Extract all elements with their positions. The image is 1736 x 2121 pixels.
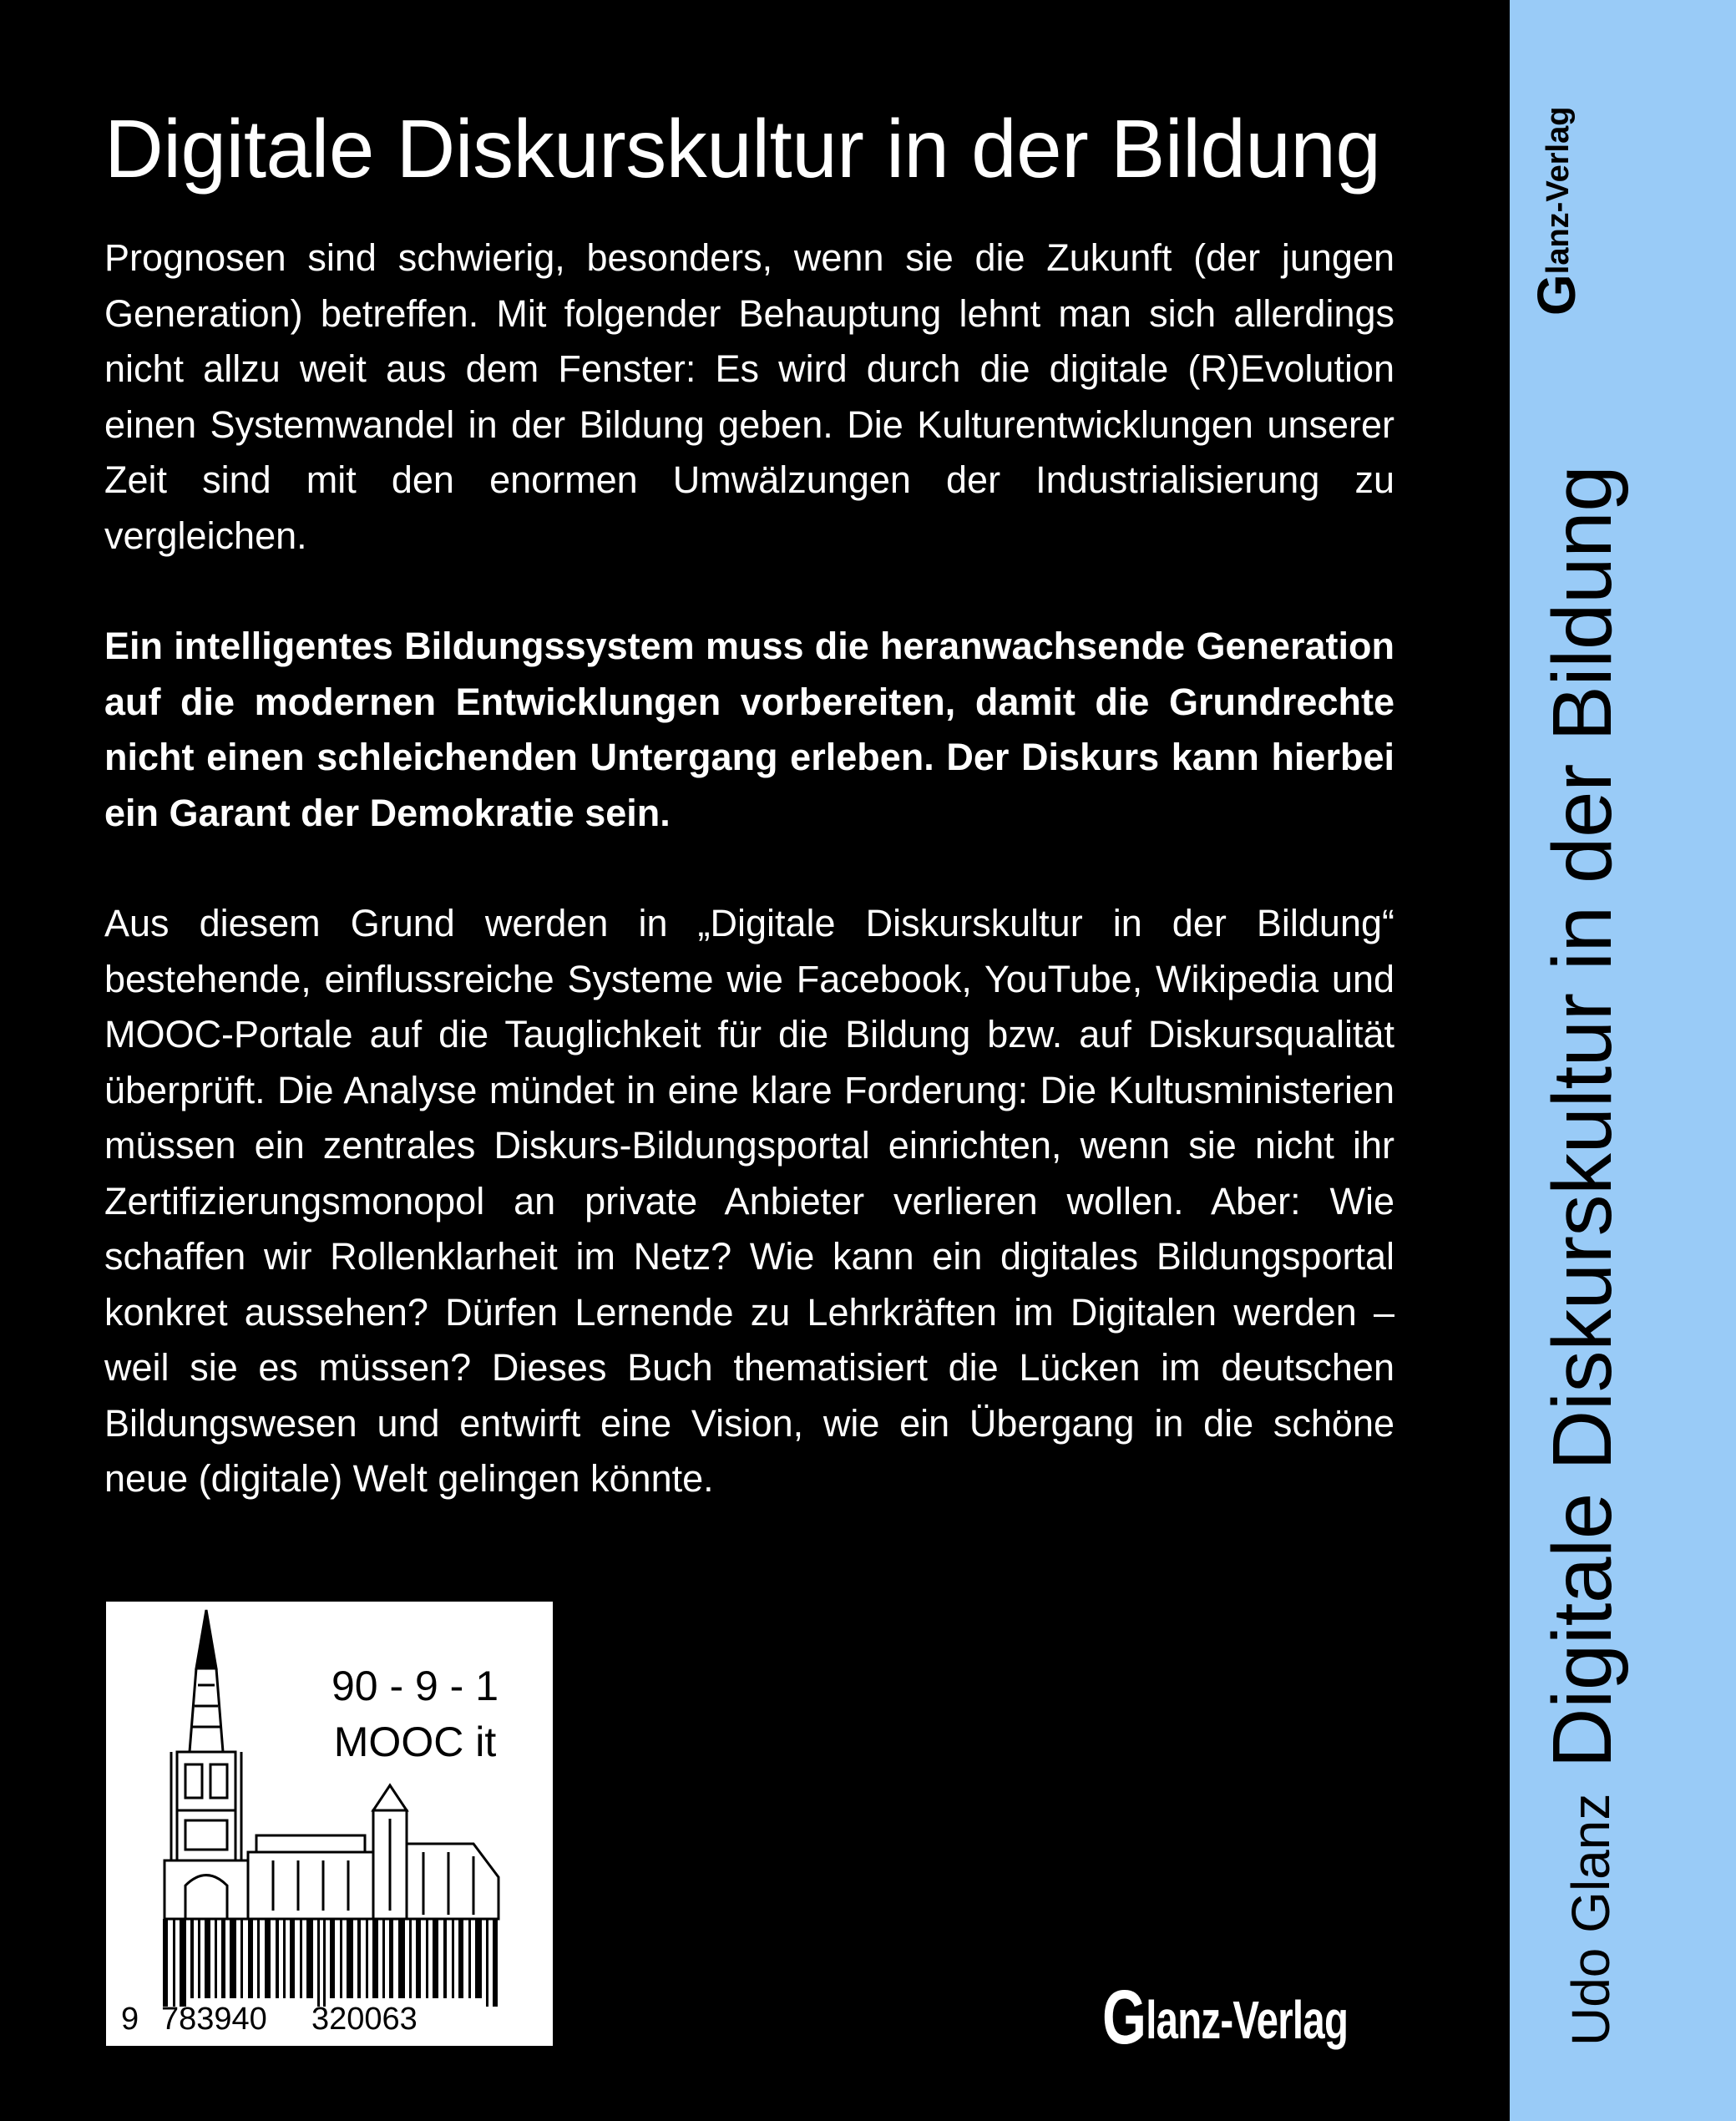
spine-text [1532, 465, 1716, 2046]
isbn-group-2: 320063 [311, 2002, 418, 2037]
motto-line-1: 90 - 9 - 1 [331, 1663, 499, 1709]
book-title: Digitale Diskurskultur in der Bildung [104, 103, 1381, 195]
blurb-paragraph-1: Prognosen sind schwierig, besonders, wenn sie die Zukunft (der jungen Generation) betreffen. Mit folgender Behauptung lehnt man sich allerdings nicht allzu weit aus dem Fenster: Es wird durch die digitale (R)Evolution einen Systemwandel in der Bildung geben. Die Kulturentwicklungen unserer Zeit sind mit den enormen Umwälzungen der Industrialisierung zu vergleichen. [104, 236, 1394, 557]
blurb-paragraph-3: Aus diesem Grund werden in „Digitale Diskurskultur in der Bildung“ bestehende, einflussreiche Systeme wie Facebook, YouTube, Wikipedia und MOOC-Portale auf die Tauglichkeit für die Bildung bzw. auf Diskursqualität überprüft. Die Analyse mündet in eine klare Forderung: Die Kultusministerien müssen ein zentrales Diskurs-Bildungsportal einrichten, wenn sie nicht ihr Zertifizierungsmonopol an private Anbieter verlieren wollen. Aber: Wie schaffen wir Rollenklarheit im Netz? Wie kann ein digitales Bildungsportal konkret aussehen? Dürfen Lernende zu Lehrkräften im Digitalen werden – weil sie es müssen? Dieses Buch thematisiert die Lücken im deutschen Bildungswesen und entwirft eine Vision, wie ein Übergang in die schöne neue (digitale) Welt gelingen könnte. [104, 902, 1394, 1500]
motto-text [290, 1658, 540, 1770]
spine-logo-initial: G [1526, 274, 1587, 316]
spine-logo-rest: lanz-Verlag [1541, 106, 1576, 275]
publisher-logo-initial: G [1102, 1975, 1146, 2060]
blurb-paragraph-2-bold: Ein intelligentes Bildungssystem muss die heranwachsende Generation auf die modernen Entwicklungen vorbereiten, damit die Grundrechte nicht einen schleichenden Untergang erleben. Der Diskurs kann hierbei ein Garant der Demokratie sein. [104, 625, 1394, 834]
isbn-group-1: 783940 [161, 2002, 267, 2037]
isbn-prefix: 9 [121, 2002, 139, 2037]
publisher-logo [1102, 1975, 1349, 2060]
isbn-barcode-box [106, 1602, 553, 2046]
motto-line-2: MOOC it [333, 1719, 497, 1765]
spine-title: Digitale Diskurskultur in der Bildung [1536, 465, 1629, 1769]
spine-publisher-logo [1526, 90, 1587, 316]
publisher-logo-rest: lanz-Verlag [1146, 1990, 1349, 2050]
spine-author: Udo Glanz [1561, 1793, 1621, 2046]
isbn-number [121, 2002, 418, 2036]
